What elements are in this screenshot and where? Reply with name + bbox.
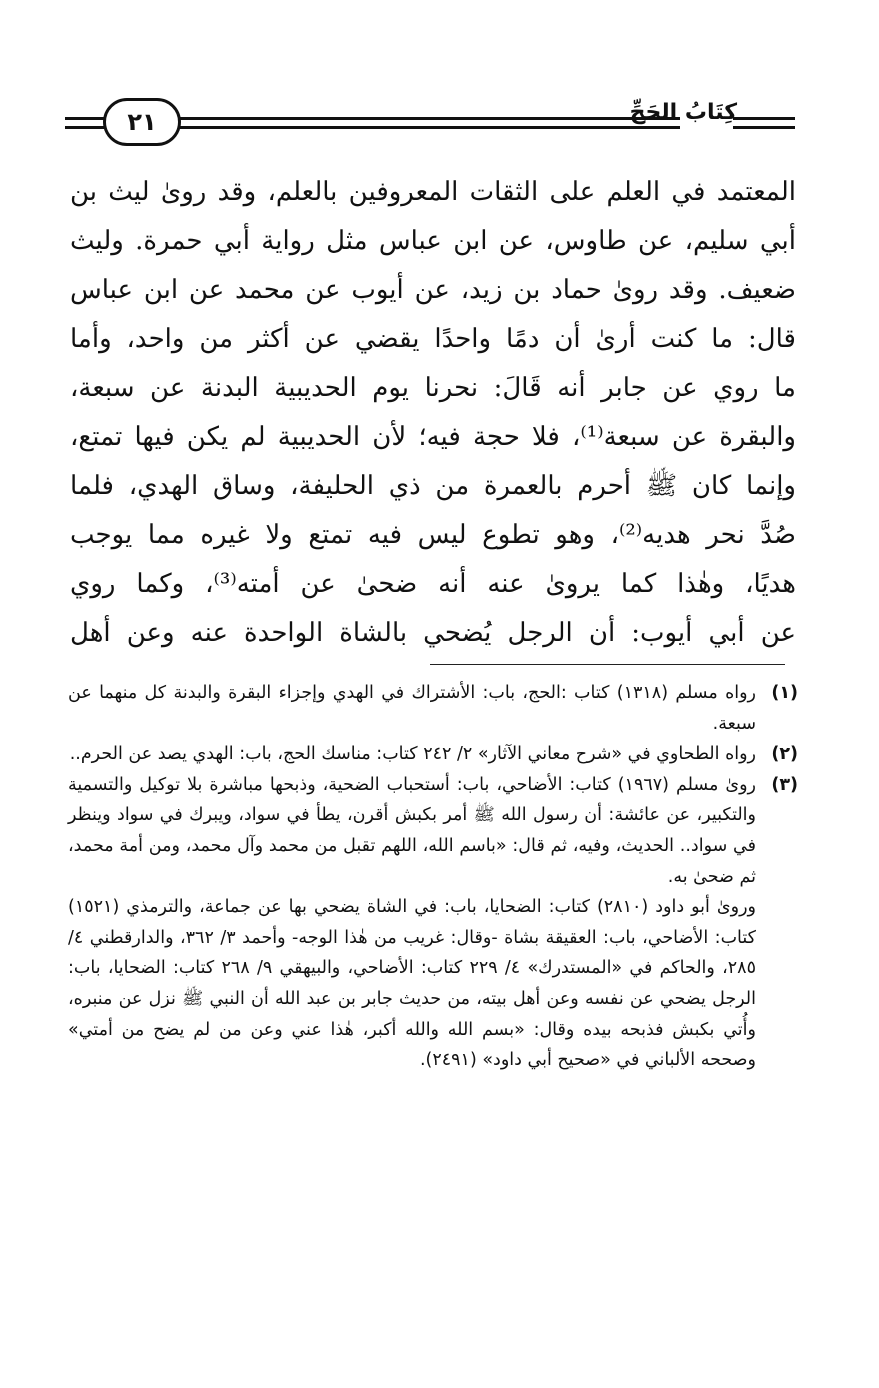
- main-text: [70, 168, 796, 658]
- footnote-number: (٣): [771, 774, 798, 795]
- header-rule-middle: [180, 117, 680, 129]
- body-line: قال: ما كنت أرىٰ أن دمًا واحدًا يقضي عن أكثر من واحد، وأما: [70, 324, 796, 354]
- page-header: [65, 96, 795, 156]
- footnote-text: رویٰ مسلم (١٩٦٧) كتاب: الأضاحي، باب: أستحباب الضحية، وذبحها مباشرة بلا توكيل والتسمية والتكبير، عن عائشة: أن رسول الله ﷺ أمر بكبش أقرن، يطأ في سواد، ويبرك في سواد وينظر في سواد.. الحديث، وفيه، ثم قال: «باسم الله، اللهم تقبل من محمد وآل محمد، ومن أمة محمد، ثم ضحىٰ به.: [68, 774, 756, 887]
- footnote-3: [68, 770, 798, 1076]
- header-rule-right: [733, 117, 795, 129]
- footnote-body: [68, 770, 756, 1076]
- body-line: عن أبي أيوب: أن الرجل يُضحي بالشاة الواحدة عنه وعن أهل: [70, 618, 796, 648]
- footnote-body: [68, 678, 756, 739]
- footnote-number: (١): [771, 683, 798, 703]
- body-line: هديًا، وهٰذا كما يرویٰ عنه أنه ضحىٰ عن أمته⁽³⁾، وكما روي: [70, 569, 797, 599]
- body-line: أبي سليم، عن طاوس، عن ابن عباس مثل رواية أبي حمرة. وليث: [70, 226, 796, 256]
- footnote-text: رواه مسلم (١٣١٨) كتاب :الحج، باب: الأشتراك في الهدي وإجزاء البقرة والبدنة كل منهما عن سبعة.: [68, 683, 757, 734]
- footnote-separator: [430, 664, 785, 665]
- body-line: والبقرة عن سبعة⁽¹⁾، فلا حجة فيه؛ لأن الحديبية لم يكن فيها تمتع،: [70, 422, 796, 452]
- page-number: ٢١: [103, 98, 181, 146]
- running-title: كِتَابُ الحَجِّ: [629, 100, 737, 125]
- footnote-1: [68, 678, 798, 739]
- body-line: ما روي عن جابر أنه قَالَ: نحرنا يوم الحديبية البدنة عن سبعة،: [70, 373, 796, 403]
- body-line: صُدَّ نحر هديه⁽²⁾، وهو تطوع ليس فيه تمتع ولا غيره مما يوجب: [70, 520, 796, 550]
- footnote-text: رواه الطحاوي في «شرح معاني الآثار» ٢/ ٢٤٢ كتاب: مناسك الحج، باب: الهدي يصد عن الحرم..: [69, 744, 756, 765]
- body-line: وإنما كان ﷺ أحرم بالعمرة من ذي الحليفة، وساق الهدي، فلما: [70, 471, 796, 501]
- body-line: المعتمد في العلم على الثقات المعروفين بالعلم، وقد رویٰ ليث بن: [70, 177, 796, 207]
- footnote-number: (٢): [771, 744, 798, 765]
- footnotes: [68, 678, 798, 1076]
- footnote-body: [68, 739, 756, 770]
- body-line: ضعيف. وقد رویٰ حماد بن زيد، عن أيوب عن محمد عن ابن عباس: [70, 275, 796, 305]
- footnote-2: [68, 739, 798, 770]
- footnote-text: وروىٰ أبو داود (٢٨١٠) كتاب: الضحايا، باب: في الشاة يضحي بها عن جماعة، والترمذي (١٥٢١) كتاب: الأضاحي، باب: العقيقة بشاة -وقال: غريب من هٰذا الوجه- وأحمد ٣/ ٣٦٢، والدارقطني ٤/ ٢٨٥، والحاكم في «المستدرك» ٤/ ٢٢٩ كتاب: الأضاحي، والبيهقي ٩/ ٢٦٨ كتاب: الضحايا، باب: الرجل يضحي عن نفسه وعن أهل بيته، من حديث جابر بن عبد الله أن النبي ﷺ نزل عن منبره، وأُتي بكبش فذبحه بيده وقال: «بسم الله والله أكبر، هٰذا عني وعن من لم يضح من أمتي» وصححه الألباني في «صحيح أبي داود» (٢٤٩١).: [68, 897, 756, 1071]
